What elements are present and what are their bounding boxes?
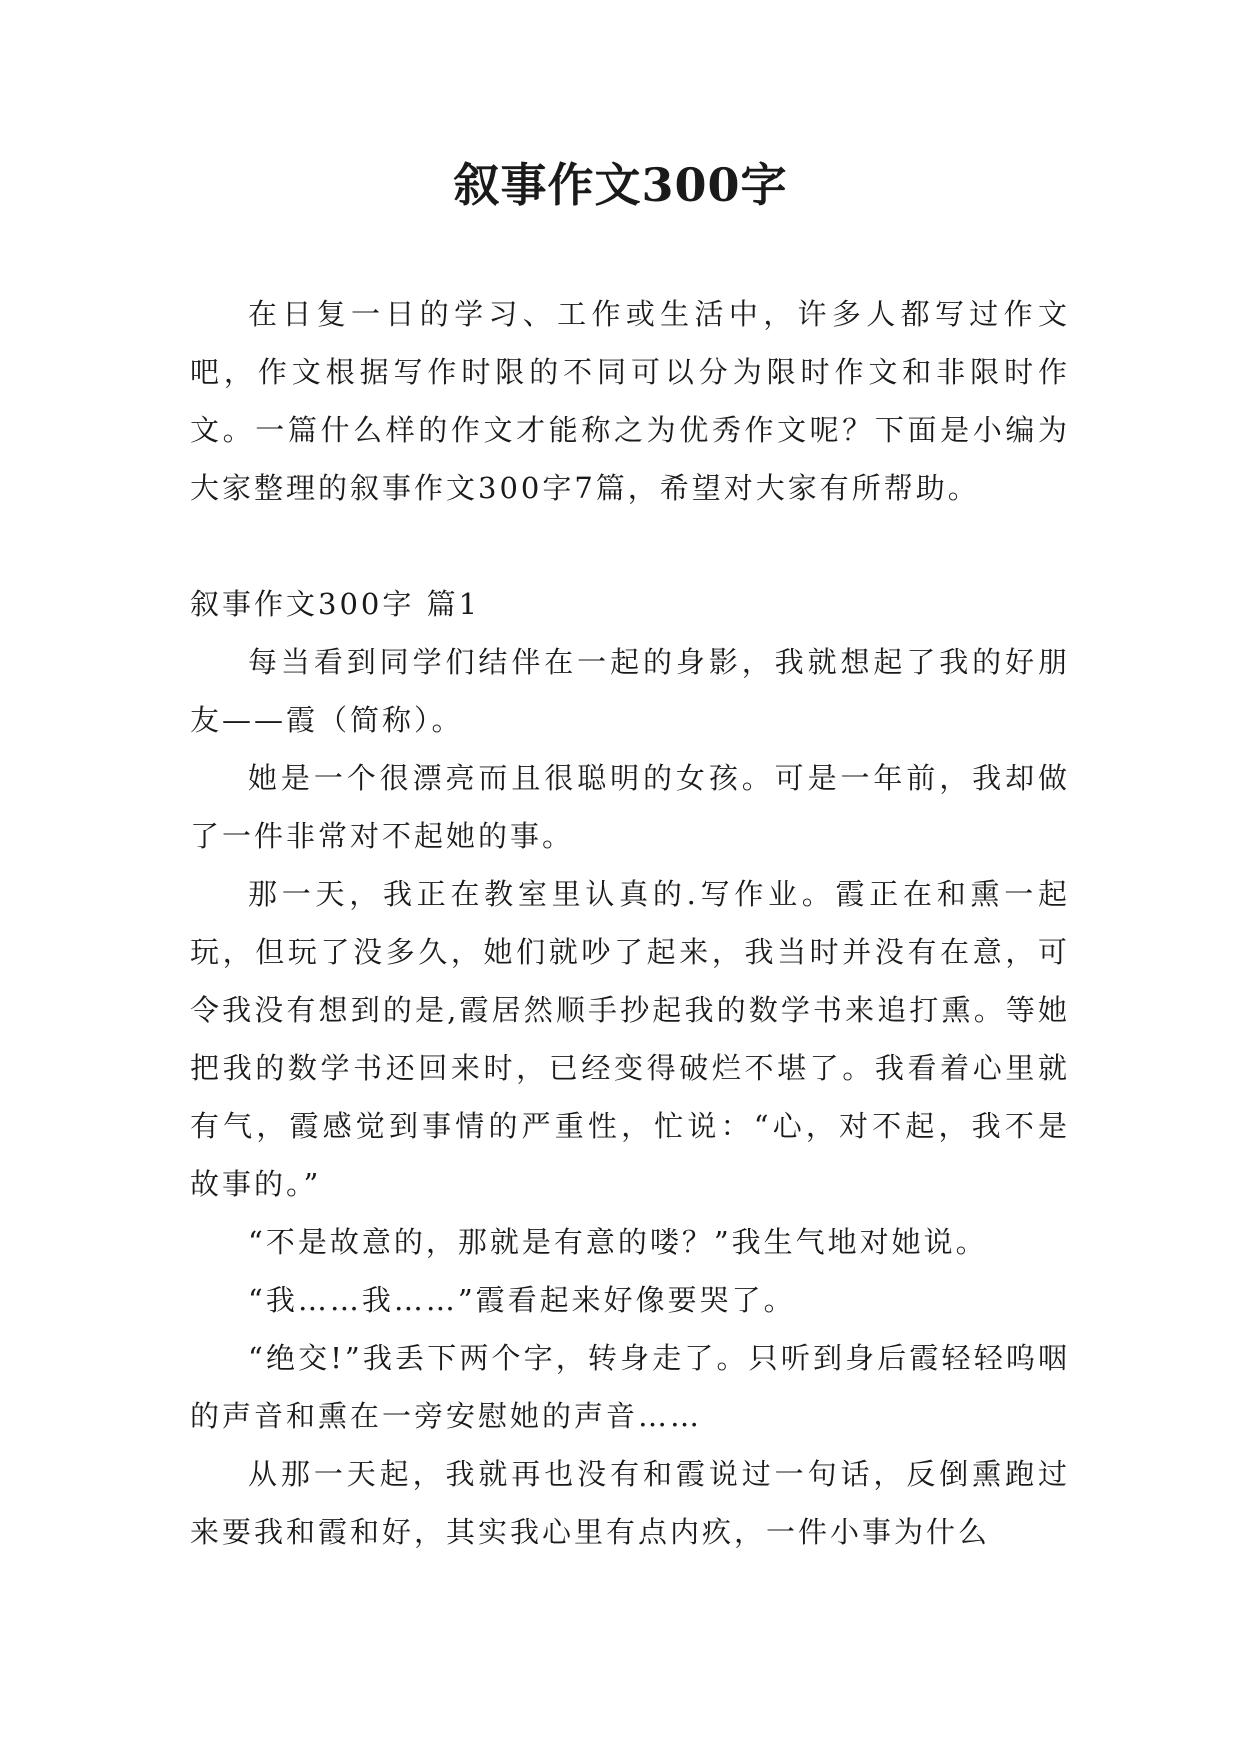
body-paragraph: 她是一个很漂亮而且很聪明的女孩。可是一年前，我却做了一件非常对不起她的事。 (190, 761, 1070, 853)
body-paragraph: “不是故意的，那就是有意的喽？”我生气地对她说。 (248, 1225, 988, 1259)
body-paragraph: “我……我……”霞看起来好像要哭了。 (248, 1283, 796, 1317)
body-paragraph: 那一天，我正在教室里认真的.写作业。霞正在和熏一起玩，但玩了没多久，她们就吵了起来，我当时并没有在意，可令我没有想到的是,霞居然顺手抄起我的数学书来追打熏。等她把我的数学书还回来时，已经变得破烂不堪了。我看着心里就有气，霞感觉到事情的严重性，忙说：“心，对不起，我不是故事的。” (190, 877, 1070, 1201)
section-heading: 叙事作文300字 篇1 (190, 587, 481, 621)
body-paragraph: 每当看到同学们结伴在一起的身影，我就想起了我的好朋友——霞（简称）。 (190, 645, 1070, 737)
document-title: 叙事作文300字 (453, 158, 788, 212)
intro-paragraph: 在日复一日的学习、工作或生活中，许多人都写过作文吧，作文根据写作时限的不同可以分为限时作文和非限时作文。一篇什么样的作文才能称之为优秀作文呢？下面是小编为大家整理的叙事作文300字7篇，希望对大家有所帮助。 (190, 297, 1070, 505)
body-paragraph: “绝交!”我丢下两个字，转身走了。只听到身后霞轻轻呜咽的声音和熏在一旁安慰她的声音…… (190, 1341, 1070, 1433)
spacer (190, 517, 1070, 575)
document-body (190, 285, 1070, 1561)
body-paragraph: 从那一天起，我就再也没有和霞说过一句话，反倒熏跑过来要我和霞和好，其实我心里有点内疚，一件小事为什么 (190, 1457, 1070, 1549)
